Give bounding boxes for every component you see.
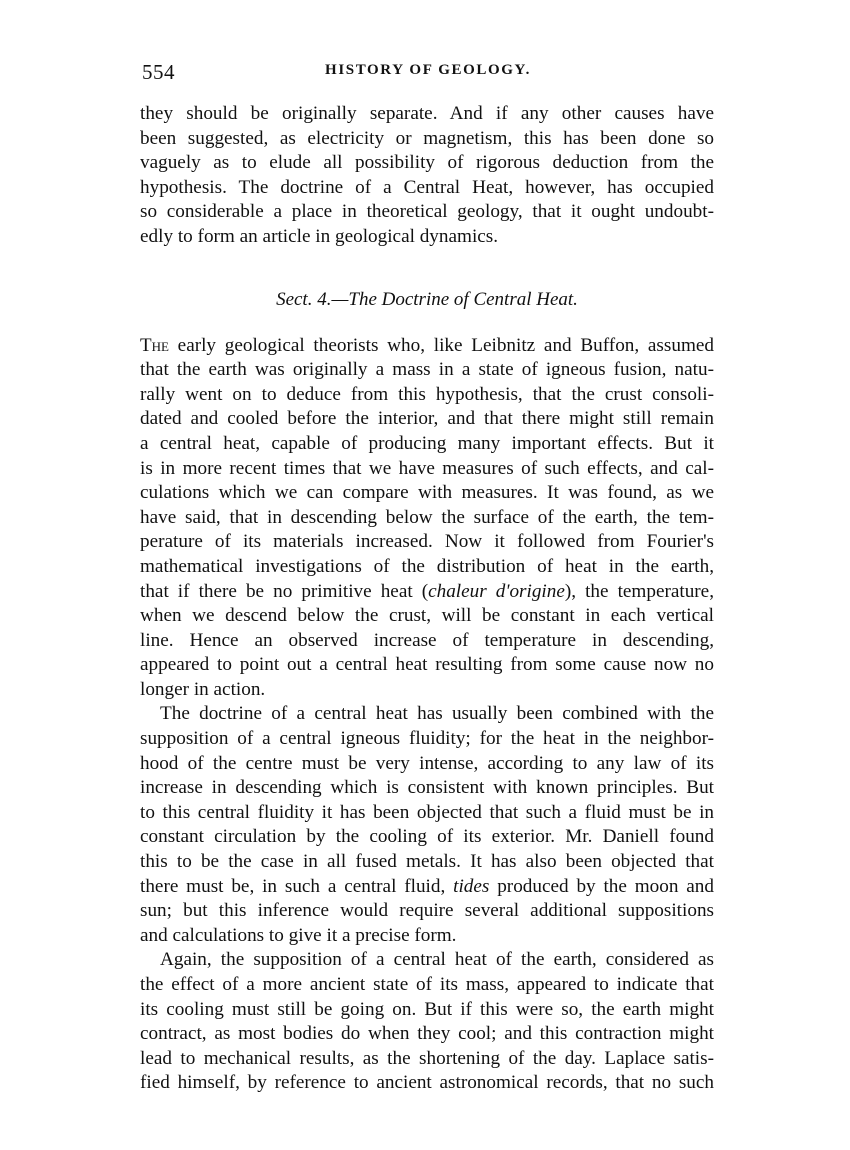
- text-line: lead to mechanical results, as the shortening of the day. Laplace satis-: [140, 1047, 714, 1069]
- text-line: longer in action.: [140, 678, 266, 700]
- text-line: is in more recent times that we have measures of such effects, and cal-: [140, 457, 714, 479]
- text-line: increase in descending which is consistent with known principles. But: [140, 777, 714, 799]
- section-dash: —: [331, 288, 349, 310]
- text-fragment: that if there be no primitive heat (: [140, 580, 429, 602]
- text-line: contract, as most bodies do when they cool; and this contraction might: [140, 1023, 714, 1045]
- paragraph-1: [140, 334, 714, 703]
- text-line: mathematical investigations of the distribution of heat in the earth,: [140, 555, 714, 577]
- text-line: to this central fluidity it has been objected that such a fluid must be in: [140, 801, 714, 823]
- text-line: [140, 334, 714, 359]
- text-line: that the earth was originally a mass in a state of igneous fusion, natu-: [140, 359, 714, 381]
- text-line: [140, 580, 714, 605]
- text-fragment: ), the temperature,: [564, 580, 714, 602]
- intro-paragraph: [140, 102, 714, 250]
- text-line: have said, that in descending below the surface of the earth, the tem-: [140, 506, 714, 528]
- paragraph-2: [140, 702, 714, 948]
- text-line: the effect of a more ancient state of its mass, appeared to indicate that: [140, 974, 714, 995]
- section-heading: [140, 288, 714, 312]
- text-line: edly to form an article in geological dynamics.: [140, 225, 499, 247]
- text-line: perature of its materials increased. Now it followed from Fourier's: [140, 531, 714, 553]
- text-line: hood of the centre must be very intense, according to any law of its: [140, 752, 714, 774]
- italic-phrase: chaleur d'origine: [428, 580, 565, 602]
- text-line: this to be the case in all fused metals. It has also been objected that: [140, 851, 714, 873]
- text-line: constant circulation by the cooling of its exterior. Mr. Daniell found: [140, 826, 714, 848]
- section-title: The Doctrine of Central Heat.: [348, 288, 578, 310]
- text-line: appeared to point out a central heat resulting from some cause now no: [140, 654, 714, 676]
- text-fragment: produced by the moon and: [489, 875, 714, 897]
- body-text: [140, 102, 714, 1096]
- text-line: [140, 875, 714, 900]
- drop-word: The: [140, 334, 169, 356]
- text-line: line. Hence an observed increase of temperature in descending,: [140, 629, 714, 651]
- running-head: HISTORY OF GEOLOGY.: [325, 62, 531, 78]
- text-line: they should be originally separate. And if any other causes have: [140, 103, 714, 124]
- section-label: Sect. 4.: [276, 288, 332, 310]
- page-header: [142, 60, 714, 90]
- text-line: Again, the supposition of a central heat of the earth, considered as: [160, 949, 714, 971]
- text-line: hypothesis. The doctrine of a Central Heat, however, has occupied: [140, 176, 714, 198]
- text-line: a central heat, capable of producing many important effects. But it: [140, 432, 714, 454]
- page-number: 554: [142, 60, 175, 84]
- text-line: sun; but this inference would require several additional suppositions: [140, 900, 714, 922]
- text-fragment: there must be, in such a central fluid,: [140, 875, 454, 897]
- text-line: The doctrine of a central heat has usually been combined with the: [160, 703, 714, 725]
- text-line: supposition of a central igneous fluidity; for the heat in the neighbor-: [140, 728, 714, 750]
- text-line: been suggested, as electricity or magnetism, this has been done so: [140, 127, 714, 149]
- italic-word: tides: [453, 875, 490, 897]
- text-line: culations which we can compare with measures. It was found, as we: [140, 482, 714, 504]
- text-line: when we descend below the crust, will be constant in each vertical: [140, 605, 714, 627]
- text-line: fied himself, by reference to ancient astronomical records, that no such: [140, 1072, 714, 1094]
- text-line: and calculations to give it a precise form.: [140, 924, 457, 946]
- text-line: dated and cooled before the interior, and that there might still remain: [140, 408, 714, 430]
- text-line: vaguely as to elude all possibility of rigorous deduction from the: [140, 152, 714, 174]
- text-line: rally went on to deduce from this hypothesis, that the crust consoli-: [140, 383, 714, 405]
- text-fragment: early geological theorists who, like Leibnitz and Buffon, assumed: [168, 334, 714, 356]
- text-line: its cooling must still be going on. But if this were so, the earth might: [140, 998, 714, 1020]
- text-line: so considerable a place in theoretical geology, that it ought undoubt-: [140, 201, 714, 223]
- paragraph-3: [140, 948, 714, 1096]
